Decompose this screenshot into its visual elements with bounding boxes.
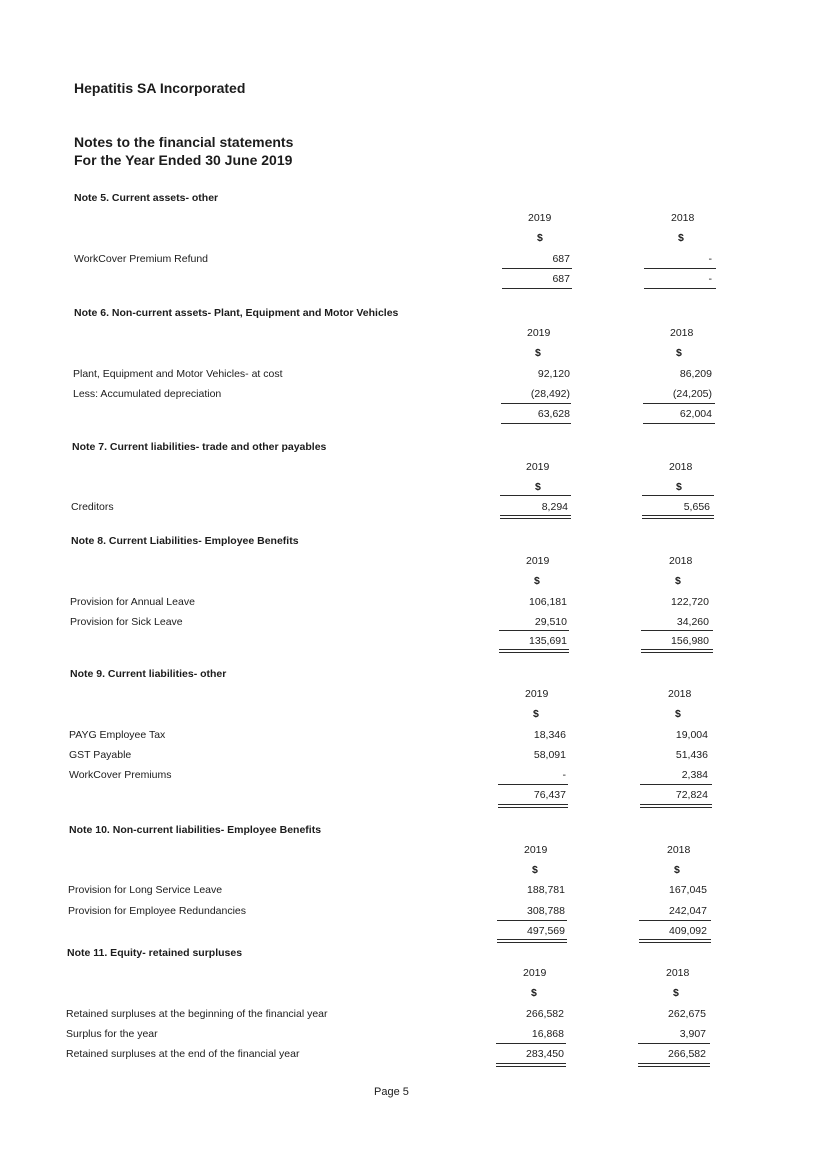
total-double-rule-2019 (496, 1063, 566, 1067)
value-2018: 266,582 (668, 1048, 706, 1060)
row-label: WorkCover Premium Refund (74, 253, 209, 265)
value-2018: 5,656 (683, 501, 710, 513)
total-double-rule-2018 (638, 1063, 710, 1067)
document-title (74, 133, 293, 169)
currency-2019: $ (537, 232, 543, 244)
subtotal-rule-2018 (643, 403, 715, 404)
value-2019: 58,091 (533, 749, 566, 761)
header-rule-2018 (642, 495, 714, 496)
value-2019: 266,582 (526, 1008, 564, 1020)
total-double-rule-2018 (641, 649, 713, 653)
note-heading: Note 9. Current liabilities- other (70, 668, 227, 680)
value-2018: 167,045 (669, 884, 707, 896)
currency-2019: $ (534, 575, 540, 587)
subtotal-rule-2018 (639, 920, 711, 921)
subtotal-rule-2019 (496, 1043, 566, 1044)
value-2019: - (562, 769, 566, 781)
value-2018: 51,436 (675, 749, 708, 761)
subtotal-rule-2018 (641, 630, 713, 631)
total-2019: 497,569 (527, 925, 565, 937)
row-label: Creditors (71, 501, 114, 513)
organization-name: Hepatitis SA Incorporated (74, 80, 246, 96)
note-heading: Note 6. Non-current assets- Plant, Equipment and Motor Vehicles (74, 307, 399, 319)
subtotal-rule-2019 (499, 630, 569, 631)
currency-2019: $ (531, 987, 537, 999)
value-2019: 29,510 (534, 616, 567, 628)
currency-2018: $ (676, 347, 682, 359)
subtotal-rule-2019 (498, 784, 568, 785)
column-year-2018: 2018 (667, 844, 691, 856)
note-heading: Note 7. Current liabilities- trade and other payables (72, 441, 327, 453)
column-year-2018: 2018 (671, 212, 695, 224)
total-2018: - (708, 273, 712, 285)
column-year-2018: 2018 (670, 327, 694, 339)
currency-2018: $ (674, 864, 680, 876)
subtotal-rule-2019 (501, 403, 571, 404)
row-label: Provision for Annual Leave (70, 596, 195, 608)
subtotal-rule-2019 (497, 920, 567, 921)
value-2019: 16,868 (531, 1028, 564, 1040)
total-double-rule-2018 (639, 939, 711, 943)
value-2018: - (708, 253, 712, 265)
currency-2018: $ (675, 575, 681, 587)
column-year-2018: 2018 (668, 688, 692, 700)
total-rule-2018 (643, 423, 715, 424)
subtotal-rule-2018 (638, 1043, 710, 1044)
value-2019: 687 (552, 253, 570, 265)
total-double-rule-2019 (499, 649, 569, 653)
row-label: WorkCover Premiums (69, 769, 172, 781)
column-year-2018: 2018 (669, 461, 693, 473)
total-double-rule-2019 (497, 939, 567, 943)
row-label: Less: Accumulated depreciation (73, 388, 222, 400)
column-year-2018: 2018 (666, 967, 690, 979)
value-2018: 2,384 (681, 769, 708, 781)
row-label: Retained surpluses at the end of the financial year (66, 1048, 300, 1060)
total-double-rule-2018 (640, 804, 712, 808)
value-2018: 86,209 (679, 368, 712, 380)
column-year-2019: 2019 (525, 688, 549, 700)
column-year-2018: 2018 (669, 555, 693, 567)
total-double-rule-2018 (642, 515, 714, 519)
row-label: Provision for Employee Redundancies (68, 905, 247, 917)
column-year-2019: 2019 (527, 327, 551, 339)
subtotal-rule-2018 (644, 268, 716, 269)
currency-2018: $ (678, 232, 684, 244)
value-2019: 308,788 (527, 905, 565, 917)
value-2018: 242,047 (669, 905, 707, 917)
currency-2019: $ (535, 347, 541, 359)
value-2019: (28,492) (530, 388, 570, 400)
currency-2019: $ (532, 864, 538, 876)
currency-2018: $ (676, 481, 682, 493)
row-label: Surplus for the year (66, 1028, 158, 1040)
value-2019: 8,294 (541, 501, 568, 513)
document-title-line-2: For the Year Ended 30 June 2019 (74, 152, 293, 168)
value-2019: 283,450 (526, 1048, 564, 1060)
note-heading: Note 8. Current Liabilities- Employee Benefits (71, 535, 299, 547)
column-year-2019: 2019 (526, 555, 550, 567)
row-label: GST Payable (69, 749, 132, 761)
note-heading: Note 5. Current assets- other (74, 192, 219, 204)
total-rule-2019 (501, 423, 571, 424)
currency-2018: $ (673, 987, 679, 999)
row-label: Provision for Sick Leave (70, 616, 183, 628)
value-2019: 92,120 (537, 368, 570, 380)
total-rule-2018 (644, 288, 716, 289)
column-year-2019: 2019 (528, 212, 552, 224)
total-double-rule-2019 (498, 804, 568, 808)
total-2019: 63,628 (537, 408, 570, 420)
subtotal-rule-2018 (640, 784, 712, 785)
total-2018: 62,004 (679, 408, 712, 420)
note-heading: Note 11. Equity- retained surpluses (67, 947, 243, 959)
value-2018: 122,720 (671, 596, 709, 608)
column-year-2019: 2019 (526, 461, 550, 473)
value-2019: 188,781 (527, 884, 565, 896)
page-number: Page 5 (374, 1086, 409, 1098)
total-2019: 687 (552, 273, 570, 285)
header-rule-2019 (500, 495, 571, 496)
value-2019: 106,181 (529, 596, 567, 608)
value-2019: 18,346 (533, 729, 566, 741)
document-title-line-1: Notes to the financial statements (74, 134, 294, 150)
column-year-2019: 2019 (523, 967, 547, 979)
subtotal-rule-2019 (502, 268, 572, 269)
row-label: PAYG Employee Tax (69, 729, 166, 741)
total-2019: 76,437 (533, 789, 566, 801)
currency-2018: $ (675, 708, 681, 720)
value-2018: 19,004 (675, 729, 708, 741)
row-label: Plant, Equipment and Motor Vehicles- at cost (73, 368, 283, 380)
currency-2019: $ (533, 708, 539, 720)
value-2018: (24,205) (672, 388, 712, 400)
value-2018: 3,907 (679, 1028, 706, 1040)
value-2018: 34,260 (676, 616, 709, 628)
currency-2019: $ (535, 481, 541, 493)
total-2018: 156,980 (671, 635, 709, 647)
row-label: Provision for Long Service Leave (68, 884, 223, 896)
total-double-rule-2019 (500, 515, 571, 519)
value-2018: 262,675 (668, 1008, 706, 1020)
total-2018: 409,092 (669, 925, 707, 937)
column-year-2019: 2019 (524, 844, 548, 856)
row-label: Retained surpluses at the beginning of the financial year (66, 1008, 328, 1020)
note-heading: Note 10. Non-current liabilities- Employee Benefits (69, 824, 322, 836)
total-2018: 72,824 (675, 789, 708, 801)
total-2019: 135,691 (529, 635, 567, 647)
total-rule-2019 (502, 288, 572, 289)
